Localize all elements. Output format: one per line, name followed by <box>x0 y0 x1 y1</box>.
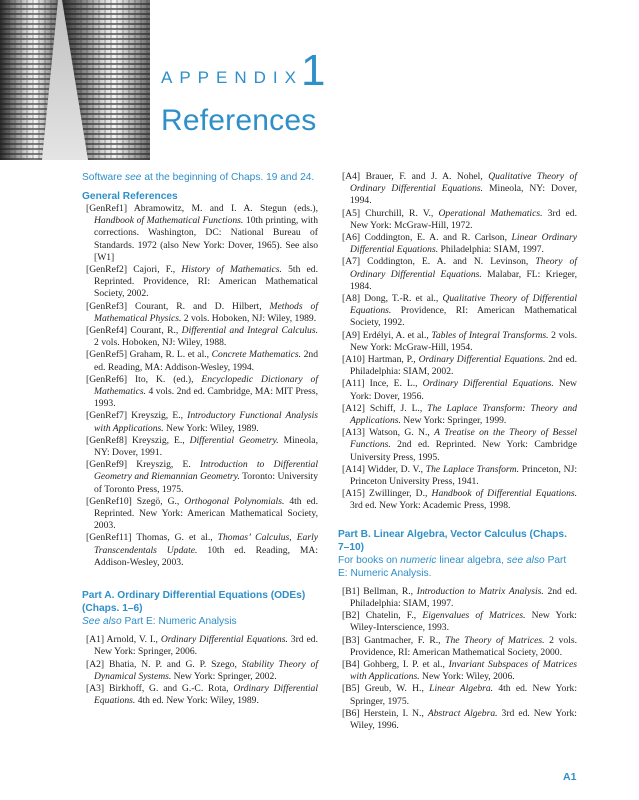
reference-entry <box>82 659 318 683</box>
reference-title: A Treatise on the Theory of Bessel Functions. <box>350 427 577 451</box>
reference-text: 4th ed. New York: Springer, 1975. <box>350 683 577 707</box>
reference-title: Stability Theory of Dynamical Systems. <box>94 658 318 682</box>
reference-text: Birkhoff, G. and G.-C. Rota, <box>108 682 234 694</box>
reference-key: [GenRef11] <box>86 532 132 544</box>
reference-text: Kreyszig, E. <box>136 459 201 471</box>
reference-title: Qualitative Theory of Differential Equations. <box>350 293 577 317</box>
reference-key: [B1] <box>342 585 360 597</box>
reference-text: Coddington, E. A. and N. Levinson, <box>367 256 536 268</box>
reference-entry <box>82 203 318 264</box>
reference-key: [A15] <box>342 488 365 500</box>
reference-text: Ince, E. L., <box>369 378 423 390</box>
part-b-heading: Part B. Linear Algebra, Vector Calculus (Chaps. 7–10) <box>338 528 567 553</box>
reference-text: Mineola, NY: Dover, 1991. <box>94 434 318 459</box>
reference-text: Graham, R. L. et al., <box>129 349 212 361</box>
reference-text: Hartman, P., <box>367 354 419 366</box>
reference-text: Kreyszig, E., <box>131 434 190 446</box>
part-b-note: For books on numeric linear algebra, see also Part E: Numeric Analysis. <box>338 554 567 579</box>
reference-title: Methods of Mathematical Physics. <box>94 300 318 324</box>
reference-text: Malabar, FL: Krieger, 1984. <box>350 268 577 292</box>
reference-title: Differential and Integral Calculus. <box>181 325 318 337</box>
reference-entry <box>82 459 318 496</box>
reference-key: [A11] <box>342 378 365 390</box>
reference-key: [GenRef4] <box>86 325 128 337</box>
reference-key: [A14] <box>342 463 365 475</box>
reference-text: Ito, K. (ed.), <box>134 373 202 385</box>
reference-text: Bhatia, N. P. and G. P. Szego, <box>108 658 242 670</box>
reference-title: Ordinary Differential Equations. <box>160 634 288 646</box>
reference-entry <box>82 374 318 411</box>
reference-text: Bellman, R., <box>363 585 417 597</box>
reference-text: Herstein, I. N., <box>363 707 428 719</box>
reference-text: Courant, R. and D. Hilbert, <box>134 300 270 312</box>
reference-text: 10th printing, with corrections. Washington, DC: National Bureau of Standards. 1972 (also New York: Dover, 1965). See also [W1] <box>94 215 318 263</box>
reference-key: [A4] <box>342 171 361 182</box>
reference-text: Gantmacher, F. R., <box>364 634 446 646</box>
reference-entry <box>338 293 577 330</box>
reference-title: Linear Ordinary Differential Equations. <box>350 232 578 256</box>
part-a-list-right <box>338 171 577 513</box>
reference-text: 3rd ed. New York: Springer, 2006. <box>94 634 318 658</box>
reference-key: [B3] <box>342 634 360 646</box>
reference-title: Qualitative Theory of Ordinary Differential Equations. <box>350 171 577 195</box>
reference-entry <box>338 683 577 707</box>
reference-text: Chatelin, F., <box>365 610 423 622</box>
reference-text: Brauer, F. and J. A. Nohel, <box>365 171 489 182</box>
reference-key: [A12] <box>342 402 365 414</box>
reference-text: 2 vols. Hoboken, NJ: Wiley, 1988. <box>94 337 227 349</box>
reference-key: [A8] <box>342 293 361 305</box>
reference-text: 10th ed. Reading, MA: Addison-Wesley, 2003. <box>94 544 318 568</box>
reference-title: Differential Geometry. <box>189 434 279 446</box>
reference-entry <box>82 435 318 459</box>
reference-title: Encyclopedic Dictionary of Mathematics. <box>94 373 318 398</box>
reference-entry <box>338 330 577 354</box>
appendix-word: APPENDIX <box>161 68 303 87</box>
reference-entry <box>338 635 577 659</box>
reference-text: 4 vols. 2nd ed. Cambridge, MA: MIT Press, 1993. <box>94 386 318 410</box>
reference-key: [GenRef8] <box>86 434 128 446</box>
reference-entry <box>82 634 318 658</box>
reference-text: 4th ed. New York: Wiley, 1989. <box>135 695 259 707</box>
reference-entry <box>82 301 318 325</box>
reference-key: [GenRef9] <box>86 459 128 471</box>
reference-text: Widder, D. V., <box>367 463 426 475</box>
reference-text: 2 vols. Hoboken, NJ: Wiley, 1989. <box>181 312 317 324</box>
reference-text: New York: Dover, 1956. <box>350 378 577 402</box>
reference-key: [GenRef1] <box>86 203 128 214</box>
reference-title: Invariant Subspaces of Matrices with Applications. <box>350 658 577 683</box>
reference-title: Ordinary Differential Equations. <box>422 378 554 390</box>
reference-text: 3rd ed. New York: Academic Press, 1998. <box>350 500 511 512</box>
reference-title: History of Mathematics. <box>181 264 282 276</box>
reference-title: Theory of Ordinary Differential Equations. <box>350 256 578 280</box>
reference-entry <box>338 256 577 293</box>
reference-key: [A13] <box>342 427 365 439</box>
reference-key: [A3] <box>86 682 105 694</box>
reference-title: Introduction to Differential Geometry and Riemannian Geometry. <box>94 459 318 483</box>
reference-key: [A6] <box>342 232 361 244</box>
page-title: References <box>161 104 317 137</box>
reference-text: New York: Wiley, 2006. <box>419 671 515 683</box>
reference-entry <box>338 586 577 610</box>
reference-text: 2nd ed. Philadelphia: SIAM, 1997. <box>350 585 577 609</box>
general-references-heading: General References <box>82 191 178 202</box>
reference-text: 4th ed. Reprinted. New York: American Mathematical Society, 2003. <box>94 495 318 532</box>
reference-key: [A5] <box>342 207 361 219</box>
reference-text: Dong, T.-R. et al., <box>364 293 443 305</box>
reference-text: Gohberg, I. P. et al., <box>363 658 449 670</box>
reference-key: [B6] <box>342 707 360 719</box>
reference-title: Eigenvalues of Matrices. <box>422 610 526 622</box>
reference-entry <box>338 232 577 256</box>
reference-title: Concrete Mathematics. <box>211 349 302 361</box>
reference-title: Thomas’ Calculus, Early Transcendentals Update. <box>94 532 319 556</box>
reference-text: Zwillinger, D., <box>369 488 432 500</box>
reference-text: Watson, G. N., <box>369 427 435 439</box>
reference-title: The Laplace Transform: Theory and Applications. <box>350 402 577 427</box>
reference-text: New York: Springer, 1999. <box>400 415 507 427</box>
reference-title: The Theory of Matrices. <box>445 634 545 646</box>
part-a-list-left <box>82 634 318 707</box>
reference-key: [GenRef2] <box>86 264 128 276</box>
reference-text: New York: Springer, 2002. <box>171 670 277 682</box>
reference-title: Handbook of Mathematical Functions. <box>94 215 244 227</box>
software-note: Software see at the beginning of Chaps. 19 and 24. <box>82 172 315 183</box>
reference-title: Handbook of Differential Equations. <box>431 488 577 500</box>
reference-title: The Laplace Transform. <box>425 463 519 475</box>
reference-text: 2nd ed. Philadelphia: SIAM, 2002. <box>350 354 577 378</box>
reference-entry <box>338 403 577 427</box>
reference-entry <box>338 708 577 732</box>
reference-entry <box>82 496 318 533</box>
reference-text: Kreyszig, E., <box>131 410 188 422</box>
reference-text: Philadelphia: SIAM, 1997. <box>438 244 544 256</box>
right-column <box>338 171 577 732</box>
reference-entry <box>338 488 577 512</box>
reference-text: New York: Wiley, 1989. <box>163 422 259 434</box>
reference-entry <box>338 427 577 464</box>
reference-key: [A9] <box>342 329 361 341</box>
reference-key: [GenRef10] <box>86 495 132 507</box>
part-b-list <box>338 586 577 732</box>
reference-title: Introductory Functional Analysis with Applications. <box>94 410 318 434</box>
reference-title: Linear Algebra. <box>429 683 494 695</box>
reference-text: Churchill, R. V., <box>365 207 439 219</box>
reference-text: Szegö, G., <box>136 495 185 507</box>
reference-entry <box>338 378 577 402</box>
reference-entry <box>82 410 318 434</box>
reference-title: Abstract Algebra. <box>427 707 498 719</box>
reference-entry <box>82 264 318 301</box>
reference-entry <box>338 464 577 488</box>
reference-entry <box>338 171 577 208</box>
reference-text: 2nd ed. Reading, MA: Addison-Wesley, 1994. <box>94 349 319 373</box>
reference-entry <box>338 659 577 683</box>
reference-key: [B5] <box>342 683 360 695</box>
reference-text: Providence, RI: American Mathematical Society, 1992. <box>350 305 577 329</box>
reference-key: [A7] <box>342 256 361 268</box>
reference-key: [GenRef6] <box>86 373 128 385</box>
reference-text: 3rd ed. New York: Wiley, 1996. <box>350 707 577 731</box>
reference-text: Greub, W. H., <box>364 683 430 695</box>
reference-title: Ordinary Differential Equations. <box>418 354 546 366</box>
reference-text: Courant, R., <box>130 325 182 337</box>
reference-text: Cajori, F., <box>133 264 182 276</box>
reference-text: Mineola, NY: Dover, 1994. <box>350 183 577 207</box>
reference-text: Princeton, NJ: Princeton University Press, 1941. <box>350 463 577 488</box>
reference-title: Orthogonal Polynomials. <box>184 495 285 507</box>
reference-text: 5th ed. Reprinted. Providence, RI: American Mathematical Society, 2002. <box>94 264 319 300</box>
part-a-see-also: See also Part E: Numeric Analysis <box>82 616 237 628</box>
reference-text: 2 vols. Providence, RI: American Mathematical Society, 2000. <box>350 634 577 658</box>
reference-entry <box>82 532 318 569</box>
appendix-number: 1 <box>300 46 326 95</box>
reference-key: [GenRef5] <box>86 349 128 361</box>
left-column <box>82 171 318 707</box>
reference-text: Schiff, J. L., <box>369 402 428 414</box>
reference-key: [B2] <box>342 610 360 622</box>
reference-key: [GenRef3] <box>86 300 128 312</box>
reference-text: Thomas, G. et al., <box>136 532 218 544</box>
reference-key: [A10] <box>342 354 365 366</box>
reference-title: Ordinary Differential Equations. <box>94 682 318 707</box>
reference-text: New York: Wiley-Interscience, 1993. <box>350 610 577 634</box>
reference-text: 3rd ed. New York: McGraw-Hill, 1972. <box>350 207 577 231</box>
reference-entry <box>82 683 318 707</box>
reference-text: Arnold, V. I., <box>106 634 161 646</box>
reference-title: Introduction to Matrix Analysis. <box>416 585 544 597</box>
reference-entry <box>82 325 318 349</box>
reference-entry <box>338 354 577 378</box>
reference-text: Coddington, E. A. and R. Carlson, <box>364 232 512 244</box>
reference-text: Erdélyi, A. et al., <box>362 329 432 341</box>
skyscraper-photo <box>0 0 150 160</box>
reference-key: [A2] <box>86 658 105 670</box>
reference-text: 2nd ed. Reprinted. New York: Cambridge University Press, 1995. <box>350 439 577 463</box>
page-number: A1 <box>563 771 577 783</box>
reference-title: Tables of Integral Transforms. <box>431 329 549 341</box>
part-a-heading: Part A. Ordinary Differential Equations (ODEs) (Chaps. 1–6) <box>82 590 306 615</box>
reference-entry <box>338 208 577 232</box>
general-references-list <box>82 203 318 569</box>
reference-title: Operational Mathematics. <box>438 207 543 219</box>
reference-text: 2 vols. New York: McGraw-Hill, 1954. <box>350 329 577 353</box>
appendix-label <box>161 44 325 94</box>
reference-entry <box>338 610 577 634</box>
reference-key: [GenRef7] <box>86 410 128 422</box>
reference-key: [A1] <box>86 634 105 646</box>
reference-key: [B4] <box>342 658 360 670</box>
reference-text: Toronto: University of Toronto Press, 1975. <box>94 471 318 495</box>
reference-text: Abramowitz, M. and I. A. Stegun (eds.), <box>133 203 318 214</box>
reference-entry <box>82 349 318 373</box>
